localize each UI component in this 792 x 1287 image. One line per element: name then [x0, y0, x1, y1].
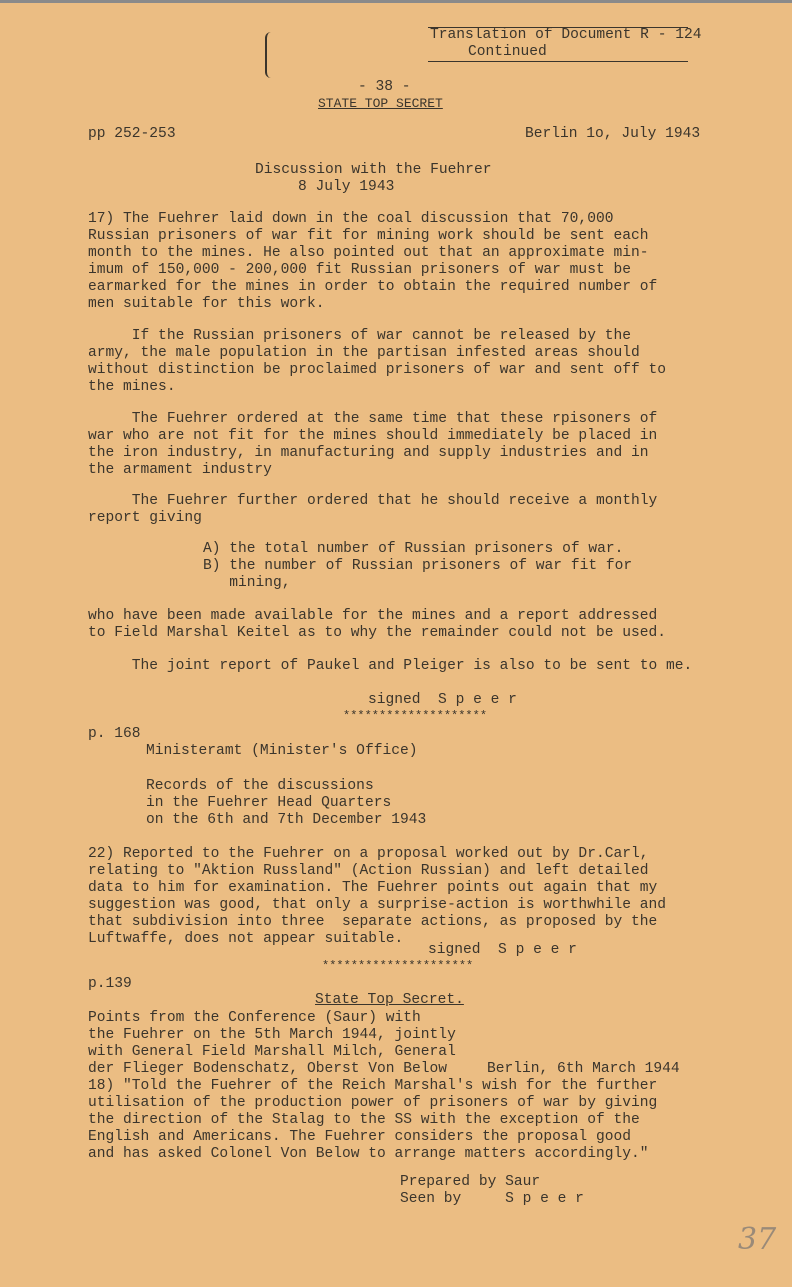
separator-2: *********************: [322, 959, 474, 973]
pages-ref-2: p. 168: [88, 726, 141, 742]
pages-ref: pp 252-253: [88, 126, 176, 142]
header-rule-bottom: [428, 61, 688, 62]
handwritten-page-number: 37: [738, 1222, 777, 1257]
paragraph-22: 22) Reported to the Fuehrer on a proposal worked out by Dr.Carl, relating to "Aktion Russland" (Action Russian) and left detailed data to him for examination. The Fuehrer points out again that my suggestion was good, that only a surprise-action is worthwhile and that subdivision into three separate actions, as proposed by the Luftwaffe, does not appear suitable.: [88, 846, 667, 947]
doc-title: Discussion with the Fuehrer: [255, 162, 492, 178]
continued-label: Continued: [468, 44, 547, 60]
records-heading: Records of the discussions in the Fuehrer Head Quarters on the 6th and 7th December 1943: [146, 778, 427, 828]
prepared-by: Prepared by Saur: [400, 1174, 541, 1190]
seen-by: Seen by S p e e r: [400, 1191, 584, 1207]
scan-border: [0, 0, 792, 3]
paragraph-18: 18) "Told the Fuehrer of the Reich Marshal's wish for the further utilisation of the production power of prisoners of war by giving the direction of the Stalag to the SS with the exception of the English and Americans. The Fuehrer considers the proposal good and has asked Colonel Von Below to arrange matters accordingly.": [88, 1078, 658, 1162]
translation-title: Translation of Document R - 124: [430, 27, 702, 43]
report-list: A) the total number of Russian prisoners of war. B) the number of Russian prisoners of war fit for mining,: [203, 541, 633, 591]
conference-points: Points from the Conference (Saur) with the Fuehrer on the 5th March 1944, jointly with General Field Marshall Milch, General der Flieger Bodenschatz, Oberst Von Below: [88, 1010, 456, 1077]
signature-2: signed S p e e r: [428, 942, 577, 958]
page-number: - 38 -: [358, 79, 411, 95]
separator-1: ********************: [343, 709, 488, 723]
bracket-mark: [265, 32, 273, 78]
paragraph-release: If the Russian prisoners of war cannot be released by the army, the male population in the partisan infested areas should without distinction be proclaimed prisoners of war and sent off to the mines.: [88, 328, 667, 395]
paragraph-who: who have been made available for the mines and a report addressed to Field Marshal Keitel as to why the remainder could not be used.: [88, 608, 667, 641]
doc-title-date: 8 July 1943: [298, 179, 395, 195]
pages-ref-3: p.139: [88, 976, 132, 992]
classification: STATE TOP SECRET: [318, 96, 443, 111]
place-date: Berlin 1o, July 1943: [525, 126, 701, 142]
place-date-3: Berlin, 6th March 1944: [487, 1061, 680, 1077]
classification-2: State Top Secret.: [315, 992, 464, 1008]
paragraph-further: The Fuehrer further ordered that he should receive a monthly report giving: [88, 493, 658, 526]
signature-1: signed S p e e r: [368, 692, 517, 708]
paragraph-17: 17) The Fuehrer laid down in the coal discussion that 70,000 Russian prisoners of war fit for mining work should be sent each month to the mines. He also pointed out that an approximate min- imum of 150,000 - 200,000 fit Russian prisoners of war must be earmarked for the mines in order to obtain the required number of men suitable for this work.: [88, 211, 658, 312]
paragraph-ordered: The Fuehrer ordered at the same time that these rpisoners of war who are not fit for the mines should immediately be placed in the iron industry, in manufacturing and supply industries and in the armament industry: [88, 411, 658, 478]
paragraph-joint: The joint report of Paukel and Pleiger is also to be sent to me.: [88, 658, 693, 674]
office-name: Ministeramt (Minister's Office): [146, 743, 418, 759]
